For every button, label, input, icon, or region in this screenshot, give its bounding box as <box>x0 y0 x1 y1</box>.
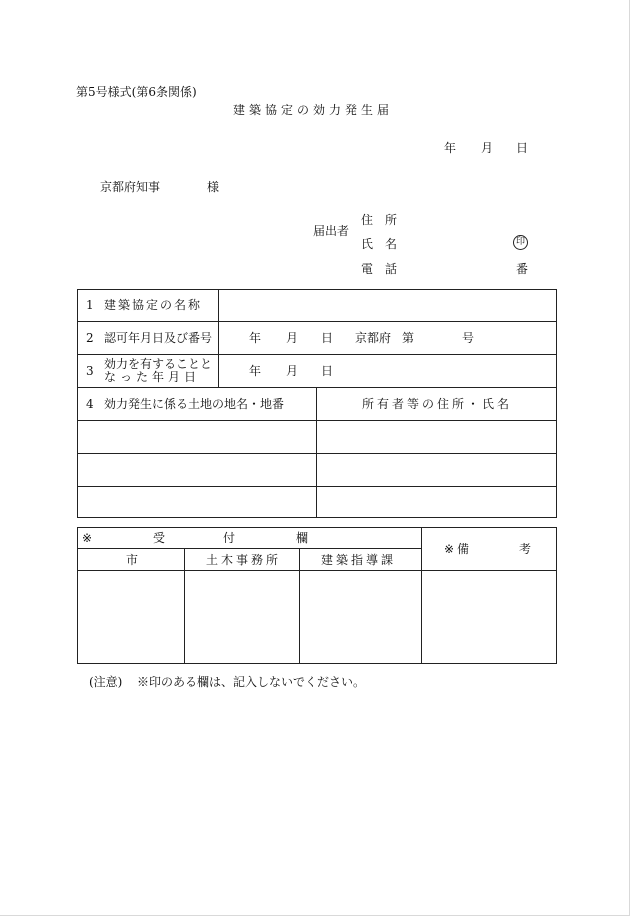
seal-mark: 印 <box>513 235 528 250</box>
reception-mark: ※ <box>82 531 93 545</box>
row3-day: 日 <box>321 364 334 378</box>
note-label: (注意) <box>89 675 123 689</box>
address-label: 住 所 <box>361 213 398 227</box>
column-public-works-office: 土木事務所 <box>206 553 282 567</box>
date-day-label: 日 <box>516 141 529 155</box>
row3-year: 年 <box>249 364 262 378</box>
reception-column-divider <box>77 570 557 571</box>
date-year-label: 年 <box>444 141 457 155</box>
remarks-label-1: 備 <box>457 542 470 556</box>
note-text: ※印のある欄は、記入しないでください。 <box>137 675 366 689</box>
phone-suffix: 番 <box>516 262 529 276</box>
reception-header-1: 受 <box>153 531 166 545</box>
row2-dai: 第 <box>402 331 415 345</box>
reception-header-2: 付 <box>223 531 236 545</box>
addressee-suffix: 様 <box>207 180 220 194</box>
reception-header-3: 欄 <box>296 531 309 545</box>
remarks-mark: ※ <box>444 542 455 556</box>
form-number: 第5号様式(第6条関係) <box>76 85 197 99</box>
addressee-name: 京都府知事 <box>100 180 161 194</box>
land-owner-divider <box>316 387 317 518</box>
page-title: 建築協定の効力発生届 <box>233 103 394 117</box>
row-divider <box>77 420 557 421</box>
row-divider <box>77 321 557 322</box>
owner-header: 所有者等の住所・氏名 <box>362 397 513 411</box>
applicant-label: 届出者 <box>313 224 350 238</box>
label-column-divider <box>218 289 219 387</box>
row2-prefecture: 京都府 <box>355 331 392 345</box>
row3-month: 月 <box>286 364 299 378</box>
row2-month: 月 <box>286 331 299 345</box>
reception-header-divider <box>77 548 421 549</box>
row1-number: 1 <box>86 298 94 312</box>
reception-col-divider <box>299 548 300 664</box>
column-building-guidance: 建築指導課 <box>321 553 397 567</box>
row3-number: 3 <box>86 364 94 378</box>
row2-gou: 号 <box>462 331 475 345</box>
column-city: 市 <box>126 553 139 567</box>
row-divider <box>77 486 557 487</box>
row4-number: 4 <box>86 397 94 411</box>
row-divider <box>77 354 557 355</box>
remarks-label-2: 考 <box>519 542 532 556</box>
row-divider <box>77 453 557 454</box>
row3-label-line2: なった年月日 <box>104 370 201 384</box>
phone-label: 電 話 <box>361 262 398 276</box>
row4-label: 効力発生に係る土地の地名・地番 <box>104 397 285 411</box>
row2-year: 年 <box>249 331 262 345</box>
reception-col-divider <box>184 548 185 664</box>
remarks-divider <box>421 527 422 664</box>
row1-label: 建築協定の名称 <box>104 298 203 312</box>
row-divider <box>77 387 557 388</box>
date-month-label: 月 <box>481 141 494 155</box>
row3-label-line1: 効力を有することと <box>104 357 213 371</box>
name-label: 氏 名 <box>361 237 398 251</box>
row2-number: 2 <box>86 331 94 345</box>
row2-day: 日 <box>321 331 334 345</box>
row2-label: 認可年月日及び番号 <box>104 331 213 345</box>
